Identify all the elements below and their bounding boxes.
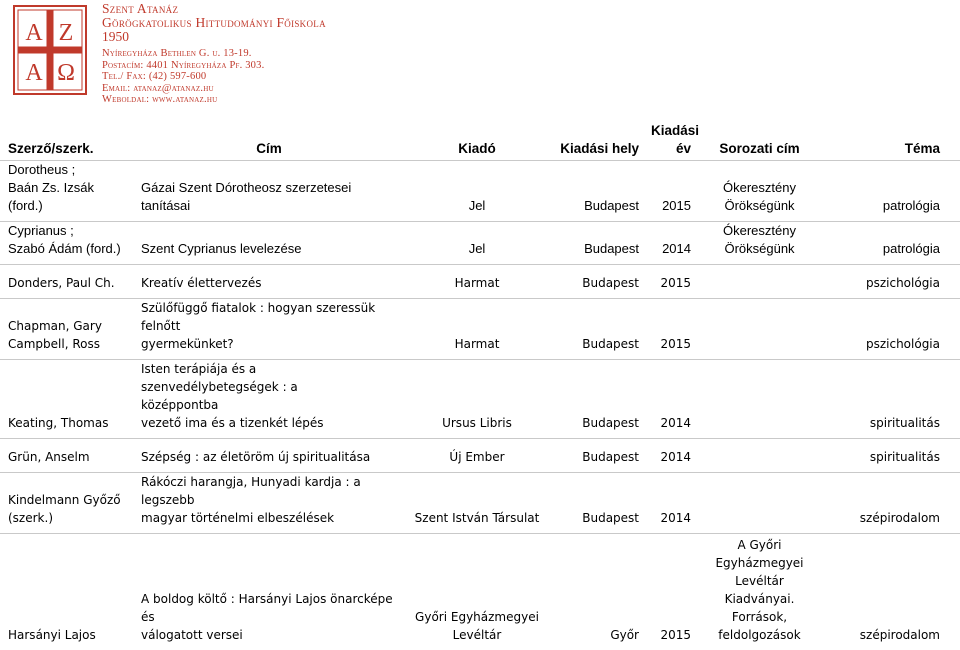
founded-year: 1950 [102,29,129,44]
cell-publisher-line: Győri Egyházmegyei [415,610,539,624]
cell-title-line: Szépség : az életöröm új spiritualitása [141,449,371,464]
cell-author-line: Campbell, Ross [8,336,100,351]
cell-publisher [401,298,549,359]
cell-author [0,221,133,264]
cell-series-line: Egyházmegyei [715,556,804,570]
cell-author [0,472,133,533]
cell-topic: patrológia [882,197,940,213]
column-header-place: Kiadási hely [549,112,643,160]
cell-year: 2015 [643,533,695,650]
table-header-row [0,112,960,160]
cell-publisher [401,359,549,438]
column-header-year-line: Kiadási [651,122,700,138]
college-logo [4,2,96,100]
cell-series [695,438,820,472]
cell-publisher-line: Harmat [454,275,500,290]
cell-year: 2014 [643,359,695,438]
logo-letter-alpha-2: Α [25,60,43,86]
cell-author-line: Harsányi Lajos [8,628,96,642]
cell-publisher-line: Harmat [454,336,500,351]
cell-place: Budapest [584,197,639,213]
cell-author-line: (szerk.) [8,510,53,525]
cell-author-line: Keating, Thomas [8,415,109,430]
cell-title [133,438,401,472]
cell-series-line: Források, [731,610,788,624]
cell-title-line: Gázai Szent Dórotheosz szerzetesei tanításai [141,179,352,213]
cell-series [695,359,820,438]
column-header-topic: Téma [820,112,960,160]
institution-name: Szent Atanáz [102,1,179,16]
cell-year: 2014 [643,472,695,533]
address-line: Nyíregyháza Bethlen G. u. 13-19. [102,48,252,59]
cell-publisher [401,438,549,472]
cell-author-line: Dorotheus ; [8,161,76,177]
cell-topic: szépirodalom [820,533,960,650]
cell-series-line: A Győri [737,538,782,552]
cell-title-line: Kreatív élettervezés [141,275,262,290]
cell-title-line: magyar történelmi elbeszélések [141,510,335,525]
book-list-table [0,112,960,650]
address-line: Email: atanaz@atanaz.hu [102,82,214,94]
logo-letter-omega: Ω [57,60,75,86]
cell-title-line: Rákóczi harangja, Hunyadi kardja : a legszebb [141,474,361,507]
cell-author [0,160,133,221]
cell-place: Budapest [549,264,643,298]
address-line: Weboldal: www.atanaz.hu [102,94,218,106]
cell-place: Budapest [549,298,643,359]
cell-publisher-line: Jel [468,197,486,213]
cell-title-line: gyermekünket? [141,336,234,351]
table-row [0,221,960,264]
address-line: Postacím: 4401 Nyíregyháza Pf. 303. [102,59,265,71]
cell-title [133,221,401,264]
cell-series-line: Ókeresztény [723,179,796,195]
cell-place: Budapest [549,472,643,533]
cell-title-line: Szülőfüggő fiatalok : hogyan szeressük felnőtt [141,300,376,333]
cell-year: 2014 [643,438,695,472]
cell-topic: pszichológia [820,264,960,298]
cell-author [0,298,133,359]
cell-publisher [401,264,549,298]
column-header-year-line: év [675,140,691,156]
cell-year: 2015 [643,298,695,359]
cell-series-line: Levéltár Kiadványai. [724,574,795,606]
cell-publisher [401,160,549,221]
cell-publisher-line: Új Ember [449,449,505,464]
cell-title [133,472,401,533]
table-row [0,264,960,298]
cell-author-line: Grün, Anselm [8,449,90,464]
cell-author-line: Baán Zs. Izsák (ford.) [8,179,94,213]
cell-series-line: Örökségünk [724,197,795,213]
column-header-author: Szerző/szerk. [0,112,133,160]
cell-publisher [401,472,549,533]
column-header-series: Sorozati cím [695,112,820,160]
cell-topic: spiritualitás [820,438,960,472]
cell-publisher [401,221,549,264]
cell-series [695,533,820,650]
column-header-title: Cím [133,112,401,160]
cell-series [695,298,820,359]
cell-title [133,359,401,438]
cell-series [695,221,820,264]
cell-author-line: Kindelmann Győző [8,492,121,507]
cell-topic: patrológia [820,221,960,264]
cell-place: Budapest [549,359,643,438]
logo-letter-alpha: Α [25,20,43,46]
cell-topic: spiritualitás [820,359,960,438]
cell-author [0,533,133,650]
cell-year: 2015 [662,197,691,213]
cell-series [695,472,820,533]
table-row [0,472,960,533]
institution-block [102,2,326,106]
cell-series-line: feldolgozások [718,628,801,642]
column-header-publisher: Kiadó [401,112,549,160]
cell-title-line: középpontba [141,397,219,412]
logo-letter-zeta: Ζ [58,20,74,46]
table-body [0,160,960,650]
address-line: Tel./ Fax: (42) 597-600 [102,71,207,83]
table-row [0,438,960,472]
cell-title [133,533,401,650]
cell-year: 2015 [643,264,695,298]
cell-publisher-line: Ursus Libris [442,415,512,430]
cell-title-line: vezető ima és a tizenkét lépés [141,415,324,430]
cell-place: Budapest [549,438,643,472]
cell-author [0,264,133,298]
cell-author-line: Donders, Paul Ch. [8,275,115,290]
letterhead [0,0,960,110]
cell-author-line: Szabó Ádám (ford.) [8,240,121,256]
cell-publisher [401,533,549,650]
cell-author-line: Cyprianus ; [8,222,74,238]
table-row [0,298,960,359]
institution-subtitle: Görögkatolikus Hittudományi Főiskola [102,15,326,30]
cell-topic: szépirodalom [820,472,960,533]
table-row [0,359,960,438]
table-row [0,533,960,650]
cell-title-line: válogatott versei [141,628,243,642]
cell-publisher-line: Levéltár [452,628,502,642]
cell-author [0,359,133,438]
table-row [0,160,960,221]
cell-title [133,264,401,298]
cell-title [133,160,401,221]
cell-author [0,438,133,472]
cell-topic: pszichológia [820,298,960,359]
cell-place: Győr [549,533,643,650]
cell-author-line: Chapman, Gary [8,318,102,333]
cell-series-line: Ókeresztény [723,222,796,238]
column-header-year [643,112,700,160]
cell-series [695,264,820,298]
cell-series-line: Örökségünk [724,240,795,256]
cell-place: Budapest [549,221,643,264]
cell-title-line: Szent Cyprianus levelezése [141,240,302,256]
cell-publisher-line: Szent István Társulat [414,510,540,525]
cell-title [133,298,401,359]
cell-title-line: Isten terápiája és a szenvedélybetegségek : a [141,361,298,394]
cell-title-line: A boldog költő : Harsányi Lajos önarcképe és [141,592,393,624]
cell-series [695,160,820,221]
cell-year: 2014 [643,221,695,264]
cell-publisher-line: Jel [468,240,486,256]
